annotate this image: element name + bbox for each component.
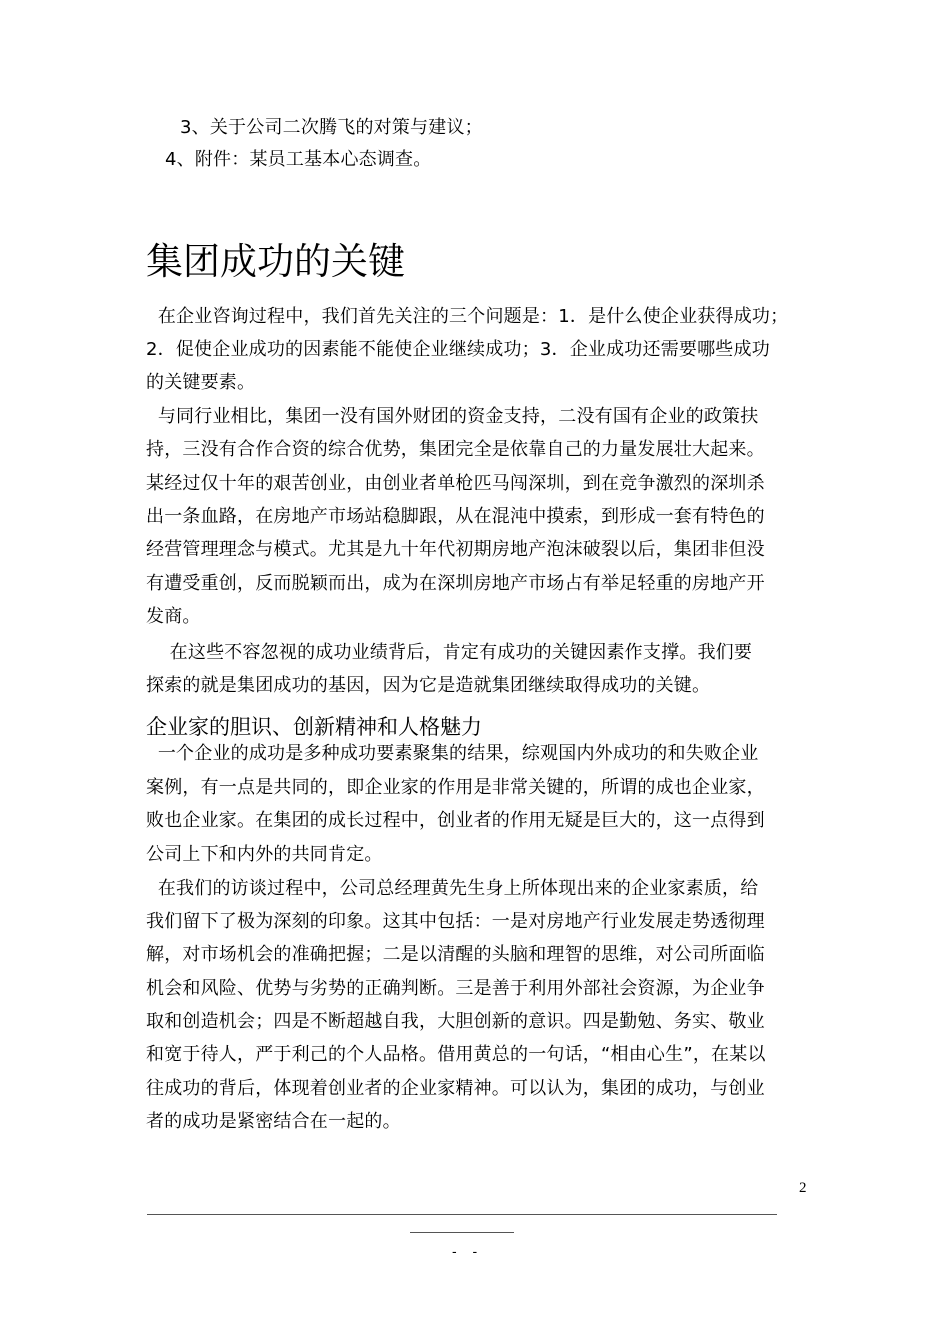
paragraph-line: 2．促使企业成功的因素能不能使企业继续成功；3．企业成功还需要哪些成功 [146, 339, 770, 360]
paragraph-line: 和宽于待人，严于利己的个人品格。借用黄总的一句话，“相由心生”，在某以 [146, 1044, 766, 1065]
paragraph-line: 在这些不容忽视的成功业绩背后，肯定有成功的关键因素作支撑。我们要 [146, 642, 753, 663]
paragraph-line: 发商。 [146, 606, 201, 627]
paragraph-line: 公司上下和内外的共同肯定。 [146, 844, 383, 865]
list-item: 4、附件：某员工基本心态调查。 [165, 149, 432, 170]
paragraph-line: 探索的就是集团成功的基因，因为它是造就集团继续取得成功的关键。 [146, 675, 711, 696]
paragraph-line: 机会和风险、优势与劣势的正确判断。三是善于利用外部社会资源，为企业争 [146, 978, 765, 999]
paragraph-line: 往成功的背后，体现着创业者的企业家精神。可以认为，集团的成功，与创业 [146, 1078, 765, 1099]
footer-divider [147, 1214, 777, 1215]
paragraph-line: 的关键要素。 [146, 372, 256, 393]
paragraph-line: 持，三没有合作合资的综合优势，集团完全是依靠自己的力量发展壮大起来。 [146, 439, 765, 460]
paragraph-line: 败也企业家。在集团的成长过程中，创业者的作用无疑是巨大的，这一点得到 [146, 810, 765, 831]
paragraph-line: 者的成功是紧密结合在一起的。 [146, 1111, 401, 1132]
list-item: 3、关于公司二次腾飞的对策与建议； [180, 117, 483, 138]
paragraph-line: 案例，有一点是共同的，即企业家的作用是非常关键的，所谓的成也企业家， [146, 777, 765, 798]
paragraph-line: 一个企业的成功是多种成功要素聚集的结果，综观国内外成功的和失败企业 [146, 743, 759, 764]
paragraph-line: 某经过仅十年的艰苦创业，由创业者单枪匹马闯深圳，到在竞争激烈的深圳杀 [146, 473, 765, 494]
paragraph-line: 与同行业相比，集团一没有国外财团的资金支持，二没有国有企业的政策扶 [146, 406, 759, 427]
footer-divider-short [410, 1232, 514, 1233]
page-number: 2 [799, 1180, 807, 1196]
paragraph-line: 在企业咨询过程中，我们首先关注的三个问题是：1．是什么使企业获得成功； [146, 306, 789, 327]
paragraph-line: 在我们的访谈过程中，公司总经理黄先生身上所体现出来的企业家素质，给 [146, 878, 759, 899]
paragraph-line: 出一条血路，在房地产市场站稳脚跟，从在混沌中摸索，到形成一套有特色的 [146, 506, 765, 527]
subsection-heading: 企业家的胆识、创新精神和人格魅力 [146, 715, 482, 739]
paragraph-line: 有遭受重创，反而脱颖而出，成为在深圳房地产市场占有举足轻重的房地产开 [146, 573, 765, 594]
paragraph-line: 解，对市场机会的准确把握；二是以清醒的头脑和理智的思维，对公司所面临 [146, 944, 765, 965]
paragraph-line: 经营管理理念与模式。尤其是九十年代初期房地产泡沫破裂以后，集团非但没 [146, 539, 765, 560]
paragraph-line: 取和创造机会；四是不断超越自我，大胆创新的意识。四是勤勉、务实、敬业 [146, 1011, 765, 1032]
section-heading: 集团成功的关键 [146, 240, 405, 283]
paragraph-line: 我们留下了极为深刻的印象。这其中包括：一是对房地产行业发展走势透彻理 [146, 911, 765, 932]
footer-marks: - - [452, 1243, 484, 1259]
